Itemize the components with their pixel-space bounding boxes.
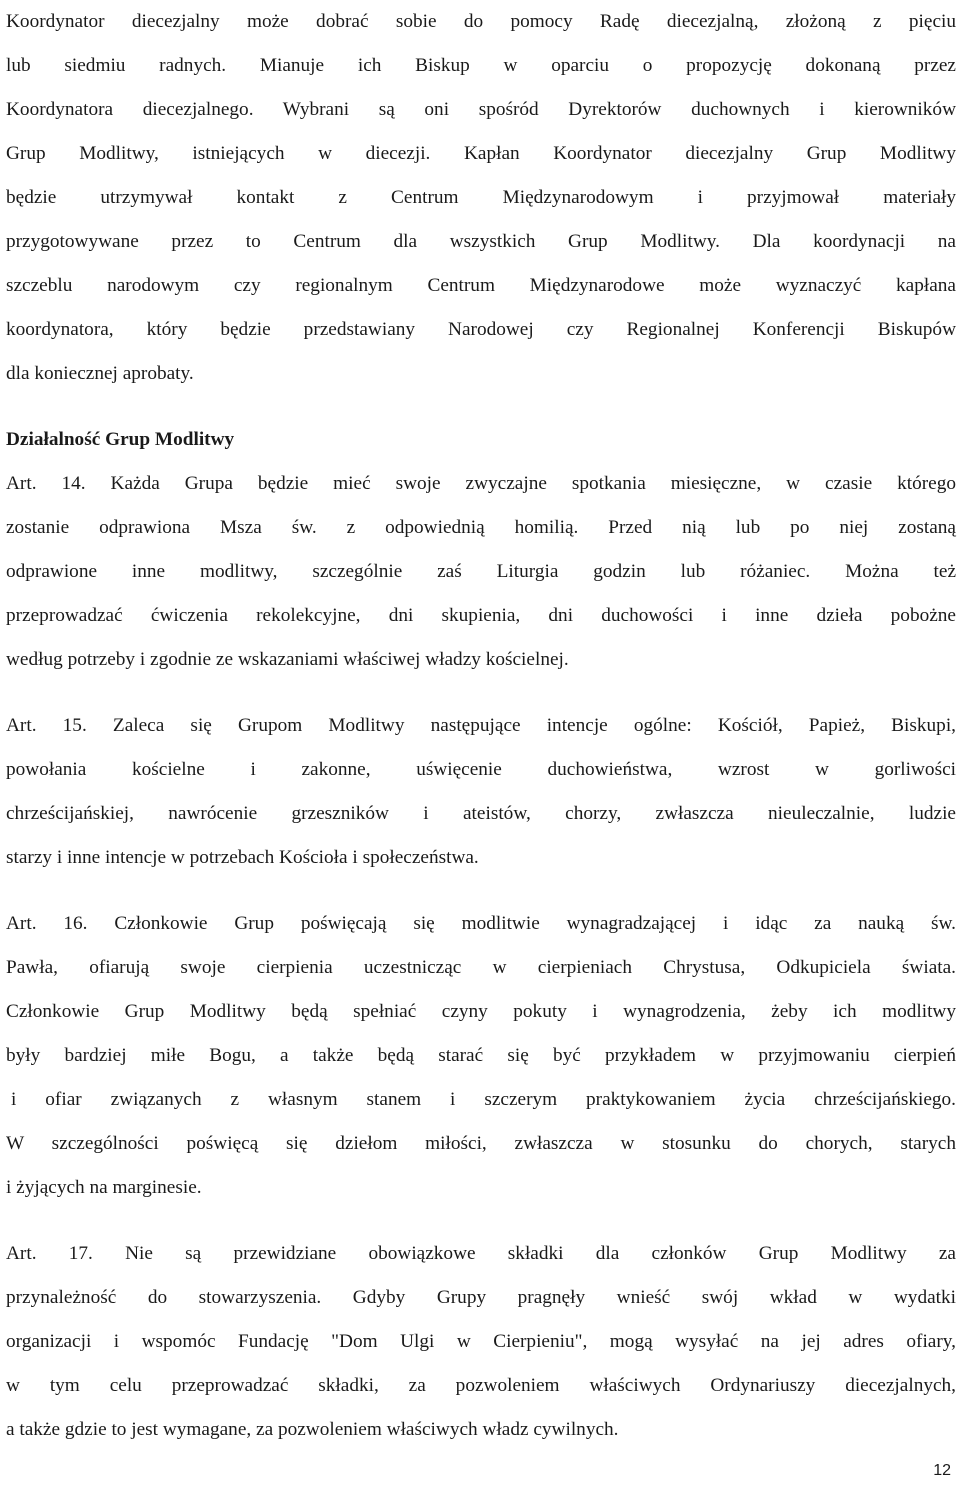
text-line: Grup Modlitwy, istniejących w diecezji. Kapłan Koordynator diecezjalny Grup Modlitwy [6,143,956,164]
text-line: organizacji i wspomóc Fundację "Dom Ulgi w Cierpieniu", mogą wysyłać na jej adres ofiary, [6,1331,956,1352]
paragraph-art-15 [6,704,956,880]
text-line: Koordynatora diecezjalnego. Wybrani są oni spośród Dyrektorów duchownych i kierowników [6,99,956,120]
text-line: Członkowie Grup Modlitwy będą spełniać czyny pokuty i wynagrodzenia, żeby ich modlitwy [6,1001,956,1022]
text-line: według potrzeby i zgodnie ze wskazaniami właściwej władzy kościelnej. [6,649,569,670]
text-line: Art. 14. Każda Grupa będzie mieć swoje zwyczajne spotkania miesięczne, w czasie którego [6,473,956,494]
text-line: i ofiar związanych z własnym stanem i szczerym praktykowaniem życia chrześcijańskiego. [11,1089,956,1110]
text-line: przygotowywane przez to Centrum dla wszystkich Grup Modlitwy. Dla koordynacji na [6,231,956,252]
text-line: dla koniecznej aprobaty. [6,363,194,384]
text-line: Art. 15. Zaleca się Grupom Modlitwy następujące intencje ogólne: Kościół, Papież, Biskupi, [6,715,956,736]
text-line: W szczególności poświęcą się dziełom miłości, zwłaszcza w stosunku do chorych, starych [6,1133,956,1154]
text-line: i żyjących na marginesie. [6,1177,202,1198]
text-line: zostanie odprawiona Msza św. z odpowiednią homilią. Przed nią lub po niej zostaną [6,517,956,538]
page-number: 12 [933,1462,951,1479]
text-line: koordynatora, który będzie przedstawiany Narodowej czy Regionalnej Konferencji Biskupów [6,319,956,340]
text-line: przynależność do stowarzyszenia. Gdyby Grupy pragnęły wnieść swój wkład w wydatki [6,1287,956,1308]
text-line: Art. 16. Członkowie Grup poświęcają się modlitwie wynagradzającej i idąc za nauką św. [6,913,956,934]
text-line: powołania kościelne i zakonne, uświęcenie duchowieństwa, wzrost w gorliwości [6,759,956,780]
text-line: będzie utrzymywał kontakt z Centrum Międzynarodowym i przyjmował materiały [6,187,956,208]
section-dzialalnosc [6,418,956,682]
paragraph-art-17 [6,1232,956,1452]
text-line: Koordynator diecezjalny może dobrać sobie do pomocy Radę diecezjalną, złożoną z pięciu [6,11,956,32]
text-line: chrześcijańskiej, nawrócenie grzeszników i ateistów, chorzy, zwłaszcza nieuleczalnie, ludzie [6,803,956,824]
text-line: starzy i inne intencje w potrzebach Kościoła i społeczeństwa. [6,847,479,868]
text-line: odprawione inne modlitwy, szczególnie zaś Liturgia godzin lub różaniec. Można też [6,561,956,582]
text-line: przeprowadzać ćwiczenia rekolekcyjne, dni skupienia, dni duchowości i inne dzieła pobożne [6,605,956,626]
document-page [6,0,956,1452]
text-line: lub siedmiu radnych. Mianuje ich Biskup w oparciu o propozycję dokonaną przez [6,55,956,76]
text-line: a także gdzie to jest wymagane, za pozwoleniem właściwych władz cywilnych. [6,1419,619,1440]
text-line: Art. 17. Nie są przewidziane obowiązkowe składki dla członków Grup Modlitwy za [6,1243,956,1264]
paragraph-art-16 [6,902,956,1210]
text-line: były bardziej miłe Bogu, a także będą starać się być przykładem w przyjmowaniu cierpień [6,1045,956,1066]
text-line: w tym celu przeprowadzać składki, za pozwoleniem właściwych Ordynariuszy diecezjalnych, [6,1375,956,1396]
section-heading: Działalność Grup Modlitwy [6,429,235,450]
text-line: Pawła, ofiarują swoje cierpienia uczestnicząc w cierpieniach Chrystusa, Odkupiciela świata. [6,957,956,978]
text-line: szczeblu narodowym czy regionalnym Centrum Międzynarodowe może wyznaczyć kapłana [6,275,956,296]
paragraph-koordynator [6,0,956,396]
